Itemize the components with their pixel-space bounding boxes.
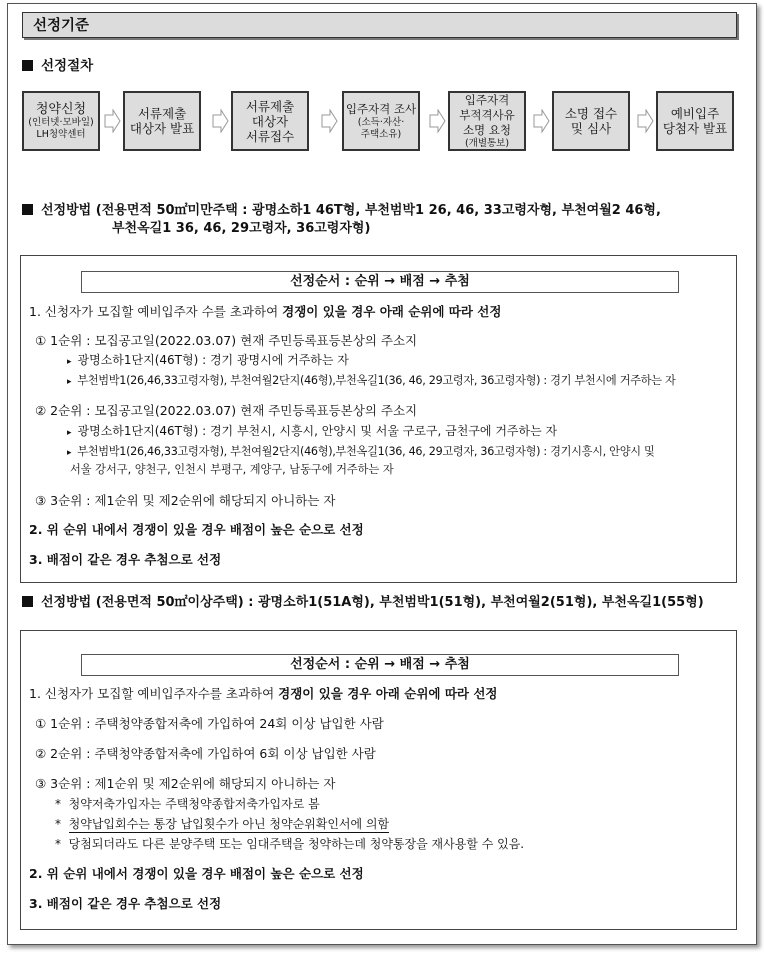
method2-item1: 1. 신청자가 모집할 예비입주자수를 초과하여 경쟁이 있을 경우 아래 순위에 따라 선정 — [29, 686, 498, 701]
method2-rank2: ② 2순위 : 주택청약종합저축에 가입하여 6회 이상 납입한 사람 — [35, 746, 376, 761]
method1-rank1-a: ▸ 광명소하1단지(46T형) : 경기 광명시에 거주하는 자 — [67, 353, 349, 367]
triangle-bullet-icon: ▸ — [67, 377, 72, 387]
arrow-right-icon — [428, 109, 446, 133]
arrow-right-icon — [103, 109, 121, 133]
method1-rank2-a: ▸ 광명소하1단지(46T형) : 경기 부천시, 시흥시, 안양시 및 서울 구로구, 금천구에 거주하는 자 — [67, 424, 558, 438]
method2-note3: * 당첨되더라도 다른 분양주택 또는 임대주택을 청약하는데 청약통장을 재사용할 수 있음. — [55, 837, 525, 851]
method2-rank1: ① 1순위 : 주택청약종합저축에 가입하여 24회 이상 납입한 사람 — [35, 716, 384, 731]
method1-rank2-b: ▸ 부천범박1(26,46,33고령자형), 부천여월2단지(46형),부천옥길1(36, 46, 29고령자, 36고령자형) : 경기시흥시, 안양시 및 — [67, 445, 655, 458]
method2-box — [20, 630, 737, 930]
arrow-right-icon — [320, 109, 338, 133]
method2-heading: 선정방법 (전용면적 50㎡이상주택) : 광명소하1(51A형), 부천범박1(51형), 부천여월2(51형), 부천옥길1(55형) — [22, 594, 704, 612]
flow-step-5: 입주자격 부적격사유 소명 요청 (개별통보) — [448, 91, 526, 151]
arrow-right-icon — [636, 109, 654, 133]
square-bullet-icon — [22, 204, 33, 215]
method2-rank3: ③ 3순위 : 제1순위 및 제2순위에 해당되지 아니하는 자 — [35, 776, 336, 791]
arrow-right-icon — [211, 109, 229, 133]
flow-step-7: 예비입주 당첨자 발표 — [656, 91, 734, 151]
method2-item2: 2. 위 순위 내에서 경쟁이 있을 경우 배점이 높은 순으로 선정 — [29, 866, 364, 881]
flow-step-6: 소명 접수 및 심사 — [552, 91, 630, 151]
method1-rank2-b2: 서울 강서구, 양천구, 인천시 부평구, 계양구, 남동구에 거주하는 자 — [70, 463, 394, 476]
triangle-bullet-icon: ▸ — [67, 428, 72, 438]
asterisk-icon: * — [55, 797, 61, 811]
flow-step-4: 입주자격 조사 (소득·자산· 주택소유) — [342, 91, 420, 151]
selection-order: 선정순서 : 순위 → 배점 → 추첨 — [81, 654, 679, 676]
method1-item2: 2. 위 순위 내에서 경쟁이 있을 경우 배점이 높은 순으로 선정 — [29, 522, 364, 537]
method1-box — [20, 255, 737, 583]
method2-item3: 3. 배점이 같은 경우 추첨으로 선정 — [29, 896, 222, 911]
square-bullet-icon — [22, 596, 33, 607]
method1-heading: 선정방법 (전용면적 50㎡미만주택 : 광명소하1 46T형, 부천범박1 26, 46, 33고령자형, 부천여월2 46형, 부천옥길1 36, 46, 29고령자, 36고령자형) — [22, 202, 661, 238]
method1-rank3: ③ 3순위 : 제1순위 및 제2순위에 해당되지 아니하는 자 — [35, 493, 336, 508]
flow-step-1: 청약신청 (인터넷·모바일) LH청약센터 — [22, 91, 100, 151]
method1-item1: 1. 신청자가 모집할 예비입주자 수를 초과하여 경쟁이 있을 경우 아래 순위에 따라 선정 — [29, 304, 502, 319]
triangle-bullet-icon: ▸ — [67, 448, 72, 458]
method1-rank1-b: ▸ 부천범박1(26,46,33고령자형), 부천여월2단지(46형),부천옥길1(36, 46, 29고령자, 36고령자형) : 경기 부천시에 거주하는 자 — [67, 374, 676, 387]
triangle-bullet-icon: ▸ — [67, 357, 72, 367]
flow-step-3: 서류제출 대상자 서류접수 — [231, 91, 309, 151]
arrow-right-icon — [532, 109, 550, 133]
asterisk-icon: * — [55, 837, 61, 851]
procedure-flow — [22, 91, 742, 151]
method1-rank1: ① 1순위 : 모집공고일(2022.03.07) 현재 주민등록표등본상의 주소지 — [35, 333, 418, 348]
page-title: 선정기준 — [22, 12, 737, 38]
square-bullet-icon — [22, 60, 33, 71]
method1-rank2: ② 2순위 : 모집공고일(2022.03.07) 현재 주민등록표등본상의 주소지 — [35, 403, 418, 418]
procedure-heading: 선정절차 — [22, 57, 93, 75]
method2-note2: * 청약납입회수는 통장 납입횟수가 아닌 청약순위확인서에 의함 — [55, 817, 390, 831]
method1-item3: 3. 배점이 같은 경우 추첨으로 선정 — [29, 552, 222, 567]
asterisk-icon: * — [55, 817, 61, 831]
selection-order: 선정순서 : 순위 → 배점 → 추첨 — [81, 271, 679, 293]
method2-note1: * 청약저축가입자는 주택청약종합저축가입자로 봄 — [55, 797, 320, 811]
flow-step-2: 서류제출 대상자 발표 — [123, 91, 201, 151]
